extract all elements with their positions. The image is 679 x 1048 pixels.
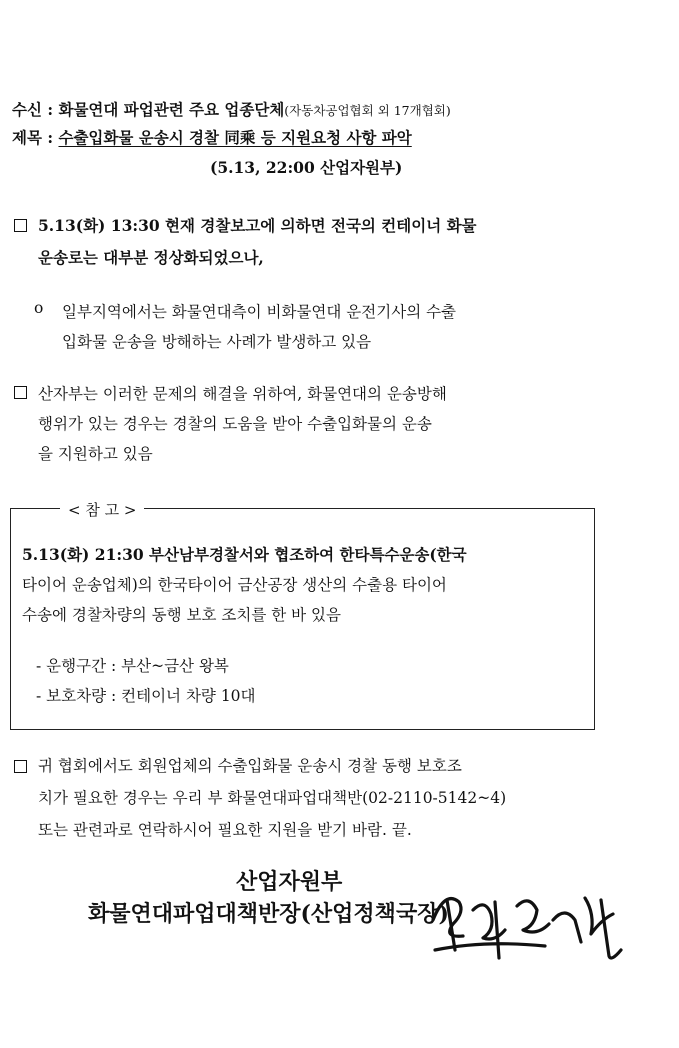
reference-detail2: - 보호차량 : 컨테이너 차량 10대 xyxy=(36,687,256,705)
footer-ministry: 산업자원부 xyxy=(236,869,343,895)
bullet-icon: o xyxy=(34,299,44,317)
item3-line2: 행위가 있는 경우는 경찰의 도움을 받아 수출입화물의 운송 xyxy=(38,415,432,433)
item3-line1: 산자부는 이러한 문제의 해결을 위하여, 화물연대의 운송방해 xyxy=(38,385,447,403)
request-line1: 귀 협회에서도 회원업체의 수출입화물 운송시 경찰 동행 보호조 xyxy=(38,757,462,775)
reference-title: < 참 고 > xyxy=(60,499,144,520)
reference-line3: 수송에 경찰차량의 동행 보호 조치를 한 바 있음 xyxy=(22,606,341,624)
item2-line1: 일부지역에서는 화물연대측이 비화물연대 운전기사의 수출 xyxy=(62,303,457,321)
handwritten-signature xyxy=(425,880,635,970)
reference-line1: 5.13(화) 21:30 부산남부경찰서와 협조하여 한타특수운송(한국 xyxy=(22,545,467,564)
item3-line3: 을 지원하고 있음 xyxy=(38,445,153,463)
checkbox-item-1 xyxy=(14,219,27,232)
date-line: (5.13, 22:00 산업자원부) xyxy=(210,158,403,177)
request-line2: 치가 필요한 경우는 우리 부 화물연대파업대책반(02-2110-5142~4) xyxy=(38,789,507,807)
request-line3: 또는 관련과로 연락하시어 필요한 지원을 받기 바람. 끝. xyxy=(38,821,412,839)
recipient-value: 화물연대 파업관련 주요 업종단체 xyxy=(58,100,285,119)
recipient-label: 수신 : xyxy=(12,100,54,119)
subject-label: 제목 : xyxy=(12,128,54,147)
reference-line2: 타이어 운송업체)의 한국타이어 금산공장 생산의 수출용 타이어 xyxy=(22,576,447,594)
checkbox-request xyxy=(14,760,27,773)
item1-line1: 5.13(화) 13:30 현재 경찰보고에 의하면 전국의 컨테이너 화물 xyxy=(38,216,477,235)
item1-line2: 운송로는 대부분 정상화되었으나, xyxy=(38,248,264,267)
subject-value: 수출입화물 운송시 경찰 同乘 등 지원요청 사항 파악 xyxy=(58,128,412,147)
footer-signer: 화물연대파업대책반장(산업정책국장) xyxy=(88,901,449,927)
checkbox-item-3 xyxy=(14,386,27,399)
item2-line2: 입화물 운송을 방해하는 사례가 발생하고 있음 xyxy=(62,333,372,351)
reference-detail1: - 운행구간 : 부산~금산 왕복 xyxy=(36,657,229,675)
recipient-note: (자동차공업협회 외 17개협회) xyxy=(284,103,451,118)
